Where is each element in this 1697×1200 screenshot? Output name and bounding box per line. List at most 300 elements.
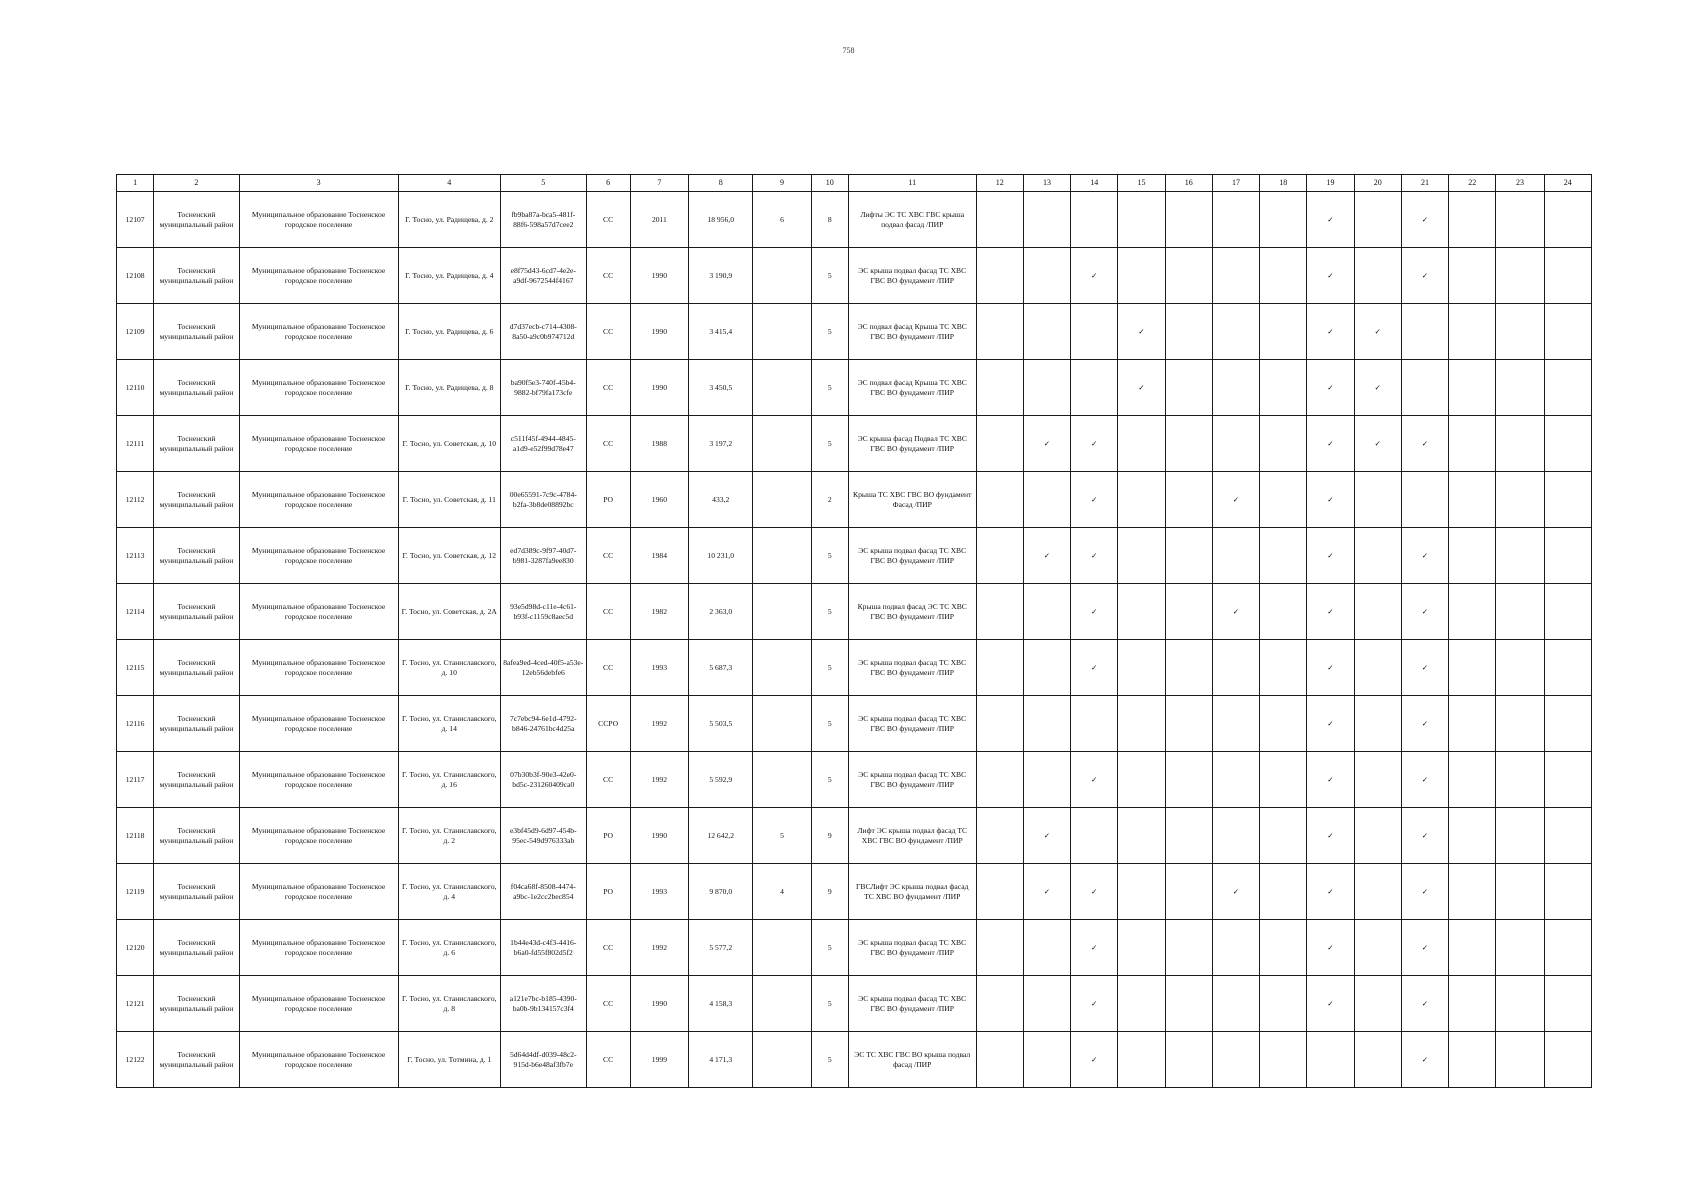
- work-column-23-cell: [1496, 304, 1544, 360]
- district-name-cell: Тосненский муниципальный район: [154, 248, 239, 304]
- work-column-21-cell: [1401, 864, 1448, 920]
- table-row: [117, 976, 1592, 1032]
- work-column-23-cell: [1496, 472, 1544, 528]
- work-column-20-cell: [1354, 360, 1401, 416]
- work-column-21-cell: [1401, 1032, 1448, 1088]
- work-column-20-cell: [1354, 472, 1401, 528]
- work-column-13-cell: [1023, 192, 1070, 248]
- floor-count-cell: 9: [811, 808, 848, 864]
- work-column-18-cell: [1260, 920, 1307, 976]
- district-name-cell: Тосненский муниципальный район: [154, 304, 239, 360]
- work-column-21-cell: [1401, 472, 1448, 528]
- check-mark-icon: ✓: [1043, 438, 1051, 448]
- district-name-cell: Тосненский муниципальный район: [154, 472, 239, 528]
- check-mark-icon: ✓: [1421, 774, 1429, 784]
- house-guid-cell: a121e7bc-b185-4390-ba0b-9b134157c3f4: [501, 976, 586, 1032]
- header-row: [117, 175, 1592, 192]
- check-mark-icon: ✓: [1374, 326, 1381, 336]
- work-column-16-cell: [1165, 1032, 1212, 1088]
- check-mark-icon: ✓: [1327, 382, 1334, 392]
- work-column-18-cell: [1260, 472, 1307, 528]
- check-mark-icon: ✓: [1091, 662, 1098, 672]
- work-column-14-cell: [1071, 808, 1118, 864]
- work-column-21-cell: [1401, 920, 1448, 976]
- check-mark-icon: ✓: [1421, 886, 1429, 896]
- house-id-cell: 12114: [117, 584, 154, 640]
- work-column-12-cell: [976, 584, 1023, 640]
- check-mark-icon: ✓: [1421, 550, 1429, 560]
- work-column-15-cell: [1118, 1032, 1165, 1088]
- table-row: [117, 304, 1592, 360]
- check-mark-icon: ✓: [1327, 998, 1334, 1008]
- build-year-cell: 1992: [630, 696, 688, 752]
- total-area-cell: 18 956,0: [689, 192, 753, 248]
- total-area-cell: 4 171,3: [689, 1032, 753, 1088]
- work-column-21-cell: [1401, 360, 1448, 416]
- work-column-19-cell: [1307, 808, 1354, 864]
- work-column-20-cell: [1354, 304, 1401, 360]
- column-header-2: 2: [154, 175, 239, 192]
- work-types-cell: ЭС крыша подвал фасад ТС ХВС ГВС ВО фундамент /ПИР: [848, 696, 976, 752]
- work-column-15-cell: [1118, 584, 1165, 640]
- work-column-24-cell: [1544, 360, 1591, 416]
- work-types-cell: ЭС подвал фасад Крыша ТС ХВС ГВС ВО фундамент /ПИР: [848, 360, 976, 416]
- house-id-cell: 12119: [117, 864, 154, 920]
- work-column-14-cell: [1071, 416, 1118, 472]
- column-header-18: 18: [1260, 175, 1307, 192]
- municipality-name-cell: Муниципальное образование Тосненское городское поселение: [239, 976, 398, 1032]
- table-row: [117, 192, 1592, 248]
- work-column-21-cell: [1401, 248, 1448, 304]
- work-column-12-cell: [976, 360, 1023, 416]
- work-column-18-cell: [1260, 360, 1307, 416]
- house-id-cell: 12121: [117, 976, 154, 1032]
- work-column-13-cell: [1023, 304, 1070, 360]
- check-mark-icon: ✓: [1327, 886, 1334, 896]
- work-column-23-cell: [1496, 752, 1544, 808]
- work-column-19-cell: [1307, 696, 1354, 752]
- work-column-12-cell: [976, 808, 1023, 864]
- column-header-23: 23: [1496, 175, 1544, 192]
- work-column-22-cell: [1449, 248, 1496, 304]
- work-column-14-cell: [1071, 304, 1118, 360]
- check-mark-icon: ✓: [1421, 662, 1429, 672]
- house-guid-cell: e3bf45d9-6d97-454b-95ec-549d976333ab: [501, 808, 586, 864]
- work-column-22-cell: [1449, 752, 1496, 808]
- table-row: [117, 696, 1592, 752]
- work-column-22-cell: [1449, 304, 1496, 360]
- work-column-17-cell: [1212, 696, 1259, 752]
- work-column-14-cell: [1071, 696, 1118, 752]
- build-year-cell: 1990: [630, 976, 688, 1032]
- total-area-cell: 5 592,9: [689, 752, 753, 808]
- build-year-cell: 1984: [630, 528, 688, 584]
- work-column-21-cell: [1401, 640, 1448, 696]
- work-column-12-cell: [976, 528, 1023, 584]
- column-header-6: 6: [586, 175, 630, 192]
- build-year-cell: 1990: [630, 248, 688, 304]
- work-column-18-cell: [1260, 808, 1307, 864]
- table-row: [117, 528, 1592, 584]
- wall-type-cell: СС: [586, 360, 630, 416]
- work-column-23-cell: [1496, 248, 1544, 304]
- house-address-cell: Г. Тосно, ул. Советская, д. 2А: [398, 584, 501, 640]
- work-column-24-cell: [1544, 696, 1591, 752]
- lift-count-cell: [753, 304, 811, 360]
- work-types-cell: Крыша ТС ХВС ГВС ВО фундамент Фасад /ПИР: [848, 472, 976, 528]
- house-id-cell: 12110: [117, 360, 154, 416]
- work-column-22-cell: [1449, 192, 1496, 248]
- work-column-21-cell: [1401, 528, 1448, 584]
- work-column-14-cell: [1071, 640, 1118, 696]
- work-column-13-cell: [1023, 864, 1070, 920]
- work-types-cell: ЭС крыша фасад Подвал ТС ХВС ГВС ВО фундамент /ПИР: [848, 416, 976, 472]
- work-column-18-cell: [1260, 976, 1307, 1032]
- check-mark-icon: ✓: [1327, 662, 1334, 672]
- work-column-24-cell: [1544, 584, 1591, 640]
- check-mark-icon: ✓: [1421, 998, 1429, 1008]
- work-column-20-cell: [1354, 640, 1401, 696]
- work-column-12-cell: [976, 472, 1023, 528]
- floor-count-cell: 5: [811, 752, 848, 808]
- floor-count-cell: 2: [811, 472, 848, 528]
- work-column-24-cell: [1544, 1032, 1591, 1088]
- work-column-23-cell: [1496, 920, 1544, 976]
- check-mark-icon: ✓: [1327, 830, 1334, 840]
- work-column-17-cell: [1212, 976, 1259, 1032]
- work-column-24-cell: [1544, 472, 1591, 528]
- work-column-17-cell: [1212, 304, 1259, 360]
- municipality-name-cell: Муниципальное образование Тосненское городское поселение: [239, 528, 398, 584]
- district-name-cell: Тосненский муниципальный район: [154, 920, 239, 976]
- column-header-15: 15: [1118, 175, 1165, 192]
- work-column-21-cell: [1401, 808, 1448, 864]
- work-column-21-cell: [1401, 416, 1448, 472]
- floor-count-cell: 5: [811, 1032, 848, 1088]
- floor-count-cell: 5: [811, 976, 848, 1032]
- work-column-22-cell: [1449, 360, 1496, 416]
- house-address-cell: Г. Тосно, ул. Станиславского, д. 2: [398, 808, 501, 864]
- work-column-23-cell: [1496, 808, 1544, 864]
- work-column-24-cell: [1544, 248, 1591, 304]
- work-column-22-cell: [1449, 920, 1496, 976]
- work-column-24-cell: [1544, 920, 1591, 976]
- column-header-21: 21: [1401, 175, 1448, 192]
- build-year-cell: 1990: [630, 304, 688, 360]
- work-column-24-cell: [1544, 192, 1591, 248]
- work-column-20-cell: [1354, 416, 1401, 472]
- house-address-cell: Г. Тосно, ул. Станиславского, д. 16: [398, 752, 501, 808]
- lift-count-cell: [753, 976, 811, 1032]
- wall-type-cell: РО: [586, 472, 630, 528]
- work-column-19-cell: [1307, 360, 1354, 416]
- work-column-12-cell: [976, 416, 1023, 472]
- district-name-cell: Тосненский муниципальный район: [154, 752, 239, 808]
- wall-type-cell: ССРО: [586, 696, 630, 752]
- municipality-name-cell: Муниципальное образование Тосненское городское поселение: [239, 640, 398, 696]
- wall-type-cell: СС: [586, 920, 630, 976]
- work-column-24-cell: [1544, 752, 1591, 808]
- table-row: [117, 584, 1592, 640]
- house-guid-cell: ed7d389c-9f97-40d7-b981-3287fa9ee830: [501, 528, 586, 584]
- work-column-21-cell: [1401, 696, 1448, 752]
- check-mark-icon: ✓: [1327, 606, 1334, 616]
- municipality-name-cell: Муниципальное образование Тосненское городское поселение: [239, 304, 398, 360]
- house-id-cell: 12109: [117, 304, 154, 360]
- work-column-16-cell: [1165, 640, 1212, 696]
- work-column-13-cell: [1023, 472, 1070, 528]
- wall-type-cell: РО: [586, 808, 630, 864]
- column-header-17: 17: [1212, 175, 1259, 192]
- check-mark-icon: ✓: [1327, 718, 1334, 728]
- check-mark-icon: ✓: [1232, 606, 1240, 616]
- column-header-16: 16: [1165, 175, 1212, 192]
- work-column-22-cell: [1449, 528, 1496, 584]
- work-column-14-cell: [1071, 248, 1118, 304]
- work-column-17-cell: [1212, 248, 1259, 304]
- work-column-24-cell: [1544, 640, 1591, 696]
- total-area-cell: 3 415,4: [689, 304, 753, 360]
- work-column-18-cell: [1260, 528, 1307, 584]
- work-column-17-cell: [1212, 416, 1259, 472]
- check-mark-icon: ✓: [1043, 830, 1051, 840]
- check-mark-icon: ✓: [1043, 886, 1051, 896]
- column-header-5: 5: [501, 175, 586, 192]
- district-name-cell: Тосненский муниципальный район: [154, 864, 239, 920]
- work-column-16-cell: [1165, 416, 1212, 472]
- lift-count-cell: 6: [753, 192, 811, 248]
- work-types-cell: ЭС крыша подвал фасад ТС ХВС ГВС ВО фундамент /ПИР: [848, 920, 976, 976]
- work-column-23-cell: [1496, 360, 1544, 416]
- district-name-cell: Тосненский муниципальный район: [154, 640, 239, 696]
- work-column-15-cell: [1118, 360, 1165, 416]
- work-column-23-cell: [1496, 584, 1544, 640]
- work-column-14-cell: [1071, 1032, 1118, 1088]
- wall-type-cell: СС: [586, 584, 630, 640]
- build-year-cell: 1988: [630, 416, 688, 472]
- total-area-cell: 3 450,5: [689, 360, 753, 416]
- work-column-17-cell: [1212, 528, 1259, 584]
- work-column-15-cell: [1118, 752, 1165, 808]
- work-column-17-cell: [1212, 808, 1259, 864]
- work-column-16-cell: [1165, 192, 1212, 248]
- house-address-cell: Г. Тосно, ул. Станиславского, д. 6: [398, 920, 501, 976]
- work-column-20-cell: [1354, 920, 1401, 976]
- house-id-cell: 12115: [117, 640, 154, 696]
- total-area-cell: 433,2: [689, 472, 753, 528]
- work-column-16-cell: [1165, 472, 1212, 528]
- work-column-22-cell: [1449, 1032, 1496, 1088]
- table-row: [117, 864, 1592, 920]
- check-mark-icon: ✓: [1232, 886, 1240, 896]
- work-column-12-cell: [976, 696, 1023, 752]
- column-header-24: 24: [1544, 175, 1591, 192]
- work-column-19-cell: [1307, 472, 1354, 528]
- wall-type-cell: СС: [586, 304, 630, 360]
- house-guid-cell: 93e5d98d-c11e-4c61-b93f-c1159c8aec5d: [501, 584, 586, 640]
- check-mark-icon: ✓: [1374, 382, 1381, 392]
- lift-count-cell: [753, 248, 811, 304]
- floor-count-cell: 5: [811, 696, 848, 752]
- check-mark-icon: ✓: [1043, 550, 1051, 560]
- work-column-20-cell: [1354, 528, 1401, 584]
- lift-count-cell: [753, 752, 811, 808]
- wall-type-cell: СС: [586, 976, 630, 1032]
- check-mark-icon: ✓: [1091, 774, 1098, 784]
- work-column-19-cell: [1307, 752, 1354, 808]
- work-column-19-cell: [1307, 864, 1354, 920]
- work-column-20-cell: [1354, 1032, 1401, 1088]
- table-row: [117, 472, 1592, 528]
- check-mark-icon: ✓: [1138, 382, 1145, 392]
- work-column-12-cell: [976, 976, 1023, 1032]
- house-address-cell: Г. Тосно, ул. Станиславского, д. 14: [398, 696, 501, 752]
- total-area-cell: 3 197,2: [689, 416, 753, 472]
- housing-registry-table: [116, 174, 1592, 1088]
- work-column-18-cell: [1260, 640, 1307, 696]
- work-column-23-cell: [1496, 416, 1544, 472]
- total-area-cell: 5 577,2: [689, 920, 753, 976]
- house-id-cell: 12118: [117, 808, 154, 864]
- table-header: [117, 175, 1592, 192]
- work-column-16-cell: [1165, 864, 1212, 920]
- total-area-cell: 10 231,0: [689, 528, 753, 584]
- work-column-19-cell: [1307, 528, 1354, 584]
- work-column-15-cell: [1118, 920, 1165, 976]
- check-mark-icon: ✓: [1327, 550, 1334, 560]
- work-column-12-cell: [976, 864, 1023, 920]
- work-column-16-cell: [1165, 360, 1212, 416]
- work-column-15-cell: [1118, 640, 1165, 696]
- district-name-cell: Тосненский муниципальный район: [154, 976, 239, 1032]
- work-types-cell: ЭС крыша подвал фасад ТС ХВС ГВС ВО фундамент /ПИР: [848, 528, 976, 584]
- table-row: [117, 920, 1592, 976]
- work-column-23-cell: [1496, 528, 1544, 584]
- work-column-19-cell: [1307, 416, 1354, 472]
- work-column-18-cell: [1260, 752, 1307, 808]
- work-column-16-cell: [1165, 584, 1212, 640]
- work-column-18-cell: [1260, 584, 1307, 640]
- work-column-15-cell: [1118, 696, 1165, 752]
- house-id-cell: 12122: [117, 1032, 154, 1088]
- work-column-17-cell: [1212, 1032, 1259, 1088]
- house-id-cell: 12108: [117, 248, 154, 304]
- lift-count-cell: [753, 416, 811, 472]
- work-column-15-cell: [1118, 472, 1165, 528]
- build-year-cell: 1993: [630, 640, 688, 696]
- house-guid-cell: 1b44e43d-c4f3-4416-b6a0-fd55f802d5f2: [501, 920, 586, 976]
- lift-count-cell: [753, 1032, 811, 1088]
- check-mark-icon: ✓: [1327, 270, 1334, 280]
- work-column-19-cell: [1307, 584, 1354, 640]
- work-column-16-cell: [1165, 976, 1212, 1032]
- lift-count-cell: 4: [753, 864, 811, 920]
- municipality-name-cell: Муниципальное образование Тосненское городское поселение: [239, 1032, 398, 1088]
- work-column-14-cell: [1071, 752, 1118, 808]
- work-column-14-cell: [1071, 584, 1118, 640]
- work-column-15-cell: [1118, 976, 1165, 1032]
- wall-type-cell: СС: [586, 528, 630, 584]
- work-column-13-cell: [1023, 920, 1070, 976]
- work-column-21-cell: [1401, 976, 1448, 1032]
- check-mark-icon: ✓: [1232, 494, 1240, 504]
- column-header-19: 19: [1307, 175, 1354, 192]
- column-header-7: 7: [630, 175, 688, 192]
- check-mark-icon: ✓: [1091, 1054, 1098, 1064]
- work-column-17-cell: [1212, 584, 1259, 640]
- floor-count-cell: 8: [811, 192, 848, 248]
- work-column-18-cell: [1260, 416, 1307, 472]
- work-column-14-cell: [1071, 976, 1118, 1032]
- column-header-3: 3: [239, 175, 398, 192]
- work-column-19-cell: [1307, 640, 1354, 696]
- work-column-20-cell: [1354, 192, 1401, 248]
- work-column-19-cell: [1307, 976, 1354, 1032]
- house-guid-cell: 8afea9ed-4ced-40f5-a53e-12eb56debfe6: [501, 640, 586, 696]
- house-address-cell: Г. Тосно, ул. Станиславского, д. 8: [398, 976, 501, 1032]
- column-header-22: 22: [1449, 175, 1496, 192]
- work-column-18-cell: [1260, 304, 1307, 360]
- table-row: [117, 1032, 1592, 1088]
- work-column-18-cell: [1260, 192, 1307, 248]
- work-column-20-cell: [1354, 584, 1401, 640]
- work-column-22-cell: [1449, 976, 1496, 1032]
- work-column-14-cell: [1071, 360, 1118, 416]
- work-column-18-cell: [1260, 1032, 1307, 1088]
- work-column-24-cell: [1544, 528, 1591, 584]
- house-id-cell: 12117: [117, 752, 154, 808]
- work-column-14-cell: [1071, 472, 1118, 528]
- lift-count-cell: [753, 360, 811, 416]
- check-mark-icon: ✓: [1091, 606, 1098, 616]
- work-column-24-cell: [1544, 416, 1591, 472]
- wall-type-cell: РО: [586, 864, 630, 920]
- house-guid-cell: f04ca68f-8508-4474-a9bc-1e2cc2bec854: [501, 864, 586, 920]
- total-area-cell: 5 687,3: [689, 640, 753, 696]
- work-column-16-cell: [1165, 696, 1212, 752]
- work-types-cell: ЭС подвал фасад Крыша ТС ХВС ГВС ВО фундамент /ПИР: [848, 304, 976, 360]
- check-mark-icon: ✓: [1421, 942, 1429, 952]
- house-address-cell: Г. Тосно, ул. Советская, д. 10: [398, 416, 501, 472]
- work-column-13-cell: [1023, 640, 1070, 696]
- work-column-13-cell: [1023, 1032, 1070, 1088]
- column-header-13: 13: [1023, 175, 1070, 192]
- wall-type-cell: СС: [586, 640, 630, 696]
- check-mark-icon: ✓: [1327, 326, 1334, 336]
- district-name-cell: Тосненский муниципальный район: [154, 192, 239, 248]
- check-mark-icon: ✓: [1374, 438, 1381, 448]
- work-column-24-cell: [1544, 304, 1591, 360]
- work-column-13-cell: [1023, 584, 1070, 640]
- district-name-cell: Тосненский муниципальный район: [154, 808, 239, 864]
- work-column-15-cell: [1118, 528, 1165, 584]
- work-column-20-cell: [1354, 696, 1401, 752]
- house-guid-cell: fb9ba87a-bca5-481f-88f6-598a57d7cee2: [501, 192, 586, 248]
- build-year-cell: 2011: [630, 192, 688, 248]
- work-column-21-cell: [1401, 584, 1448, 640]
- work-types-cell: Лифты ЭС ТС ХВС ГВС крыша подвал фасад /ПИР: [848, 192, 976, 248]
- work-column-16-cell: [1165, 752, 1212, 808]
- house-guid-cell: 5d64d4df-d039-48c2-915d-b6e48af3fb7e: [501, 1032, 586, 1088]
- table-row: [117, 808, 1592, 864]
- check-mark-icon: ✓: [1421, 214, 1429, 224]
- work-column-18-cell: [1260, 864, 1307, 920]
- build-year-cell: 1992: [630, 920, 688, 976]
- check-mark-icon: ✓: [1091, 270, 1098, 280]
- house-address-cell: Г. Тосно, ул. Советская, д. 11: [398, 472, 501, 528]
- work-column-23-cell: [1496, 864, 1544, 920]
- work-column-15-cell: [1118, 416, 1165, 472]
